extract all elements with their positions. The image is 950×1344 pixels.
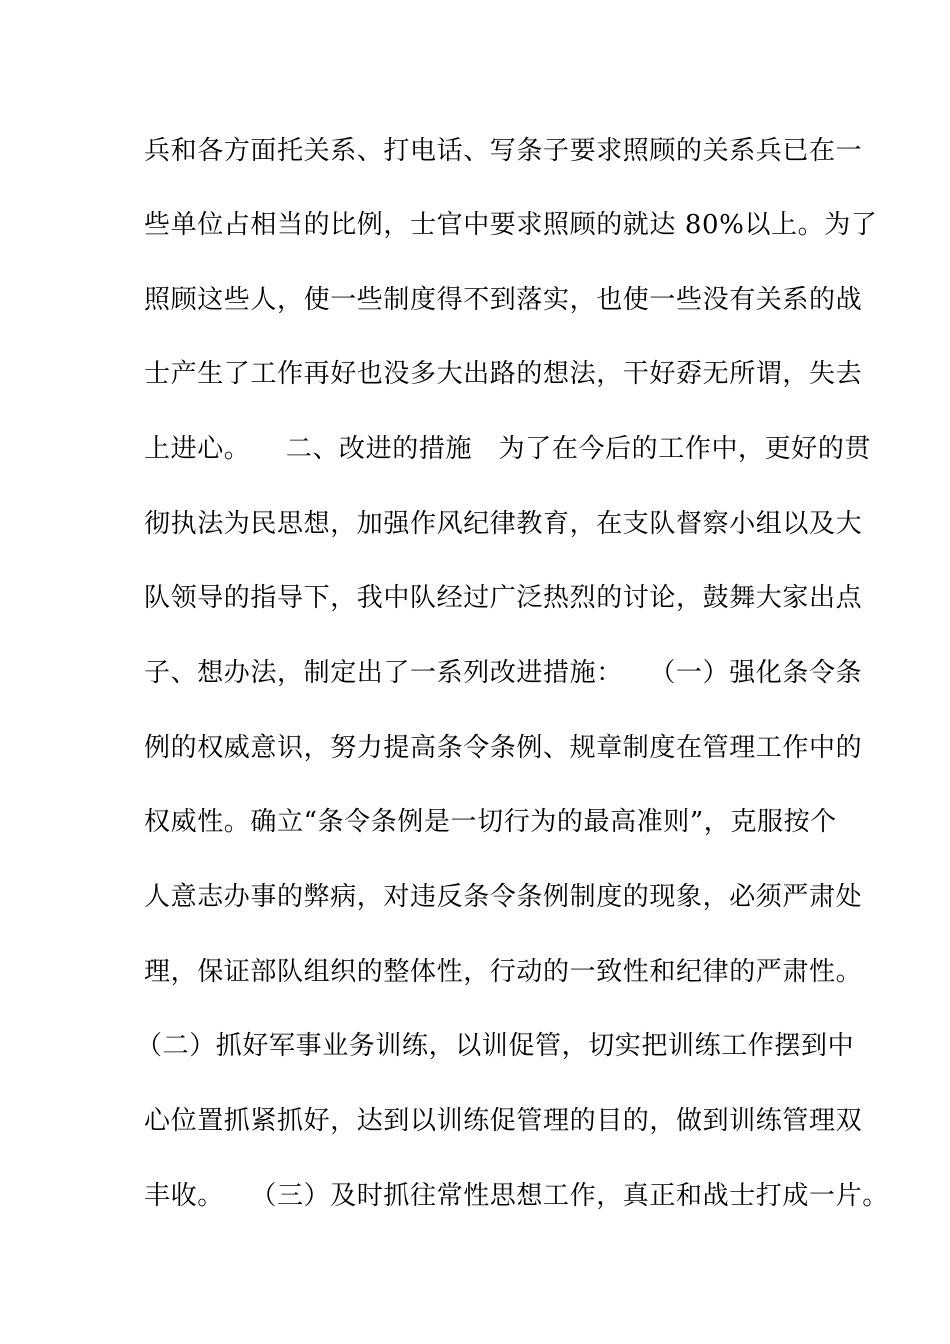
text-line-6: 彻执法为民思想，加强作风纪律教育，在支队督察小组以及大 (144, 509, 863, 539)
text-line-1: 兵和各方面托关系、打电话、写条子要求照顾的关系兵已在一 (144, 136, 863, 166)
text-line-3: 照顾这些人，使一些制度得不到落实，也使一些没有关系的战 (144, 285, 863, 315)
text-line-8: 子、想办法，制定出了一系列改进措施： （一）强化条令条 (144, 658, 863, 688)
text-line-11: 人意志办事的弊病，对违反条令条例制度的现象，必须严肃处 (144, 882, 863, 912)
text-line-7: 队领导的指导下，我中队经过广泛热烈的讨论，鼓舞大家出点 (144, 583, 863, 613)
text-line-12: 理，保证部队组织的整体性，行动的一致性和纪律的严肃性。 (144, 957, 863, 987)
text-line-2: 些单位占相当的比例，士官中要求照顾的就达 80%以上。为了 (144, 210, 878, 240)
text-line-15: 丰收。 （三）及时抓往常性思想工作，真正和战士打成一片。 (144, 1181, 889, 1211)
text-line-9: 例的权威意识，努力提高条令条例、规章制度在管理工作中的 (144, 733, 863, 763)
text-line-4: 士产生了工作再好也没多大出路的想法，干好孬无所谓，失去 (144, 359, 863, 389)
text-line-5: 上进心。 二、改进的措施 为了在今后的工作中，更好的贯 (144, 434, 872, 464)
text-line-13: （二）抓好军事业务训练，以训促管，切实把训练工作摆到中 (136, 1031, 855, 1061)
text-line-10: 权威性。确立“条令条例是一切行为的最高准则”，克服按个 (144, 807, 837, 837)
text-line-14: 心位置抓紧抓好，达到以训练促管理的目的，做到训练管理双 (144, 1106, 863, 1136)
